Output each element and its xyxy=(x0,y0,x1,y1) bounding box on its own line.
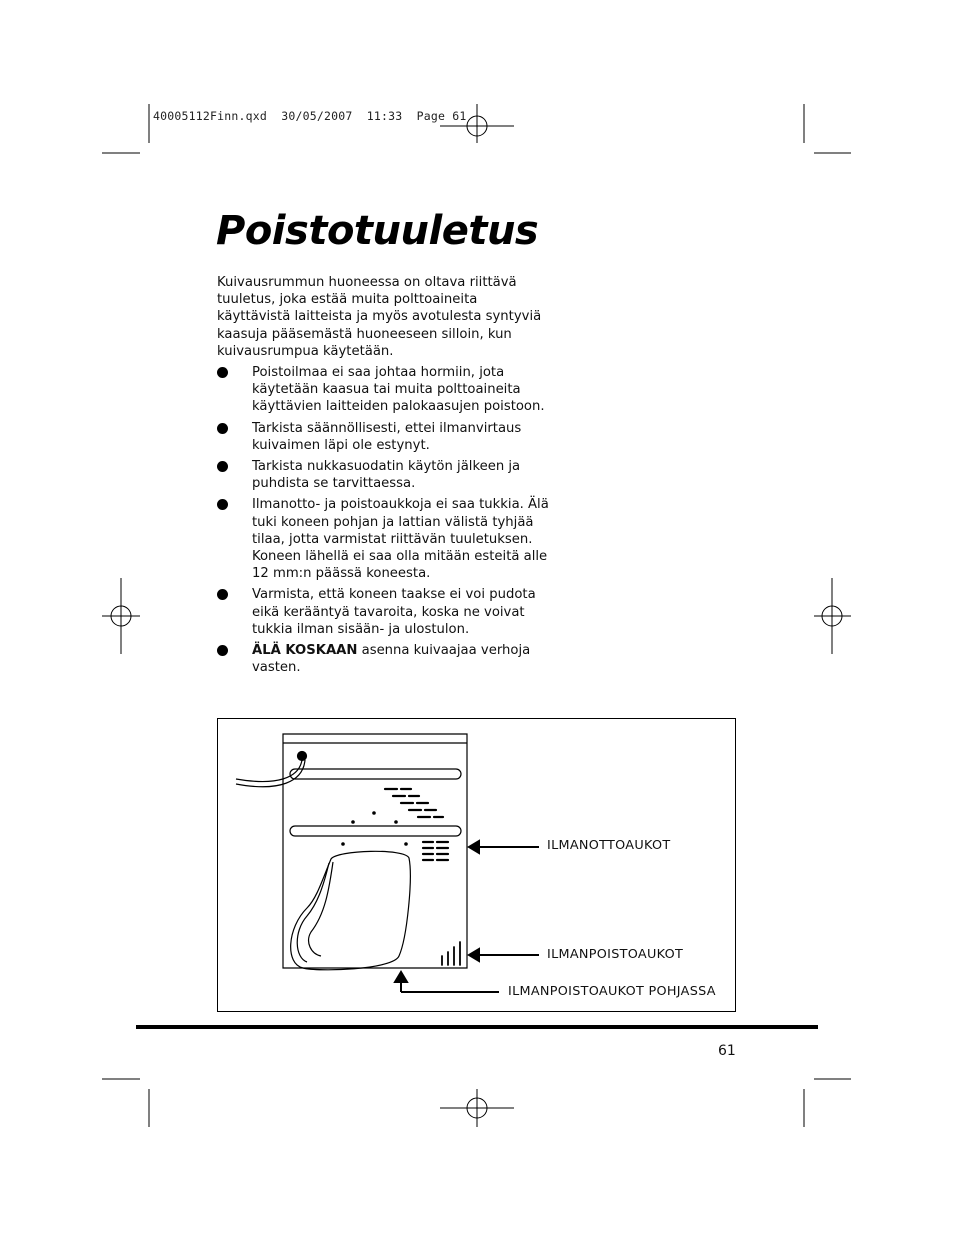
bullet-item xyxy=(217,586,562,638)
bullet-item xyxy=(217,364,562,416)
print-slug: 40005112Finn.qxd 30/05/2007 11:33 Page 61 xyxy=(153,109,467,123)
bullet-text: Ilmanotto- ja poistoaukkoja ei saa tukkia. Älä tuki koneen pohjan ja lattian välistä tyhjää tilaa, jotta varmistat riittävän tuuletuksen. Koneen lähellä ei saa olla mitään esteitä alle 12 mm:n päässä koneesta. xyxy=(252,497,549,582)
door-panel-bar xyxy=(290,826,461,836)
dryer-door xyxy=(291,851,411,969)
page-title: Poistotuuletus xyxy=(216,208,539,254)
bullet-icon xyxy=(217,367,228,378)
bullet-item xyxy=(217,642,562,676)
bottom-exhaust-label: ILMANPOISTOAUKOT POHJASSA xyxy=(508,984,716,999)
footer-rule xyxy=(136,1025,818,1029)
bullet-icon xyxy=(217,589,228,600)
bullet-icon xyxy=(217,645,228,656)
control-panel-bar xyxy=(290,769,461,779)
bullet-list xyxy=(217,364,562,680)
bullet-text: Varmista, että koneen taakse ei voi pudota eikä kerääntyä tavaroita, koska ne voivat tukkia ilman sisään- ja ulostulon. xyxy=(252,587,536,637)
intake-vents xyxy=(423,842,448,860)
intake-vents-label: ILMANOTTOAUKOT xyxy=(547,838,671,853)
dryer-illustration xyxy=(217,718,736,1012)
page-number: 61 xyxy=(718,1043,736,1059)
top-vents xyxy=(385,789,443,817)
bullet-icon xyxy=(217,461,228,472)
bullet-text: Poistoilmaa ei saa johtaa hormiin, jota käytetään kaasua tai muita polttoaineita käyttävien laitteiden palokaasujen poistoon. xyxy=(252,365,545,415)
bullet-text: asenna kuivaajaa verhoja vasten. xyxy=(252,643,531,676)
cord-plug xyxy=(298,752,307,761)
bullet-text: Tarkista nukkasuodatin käytön jälkeen ja puhdista se tarvittaessa. xyxy=(252,459,521,492)
warning-emphasis: ÄLÄ KOSKAAN xyxy=(252,643,358,659)
bullet-text: Tarkista säännöllisesti, ettei ilmanvirtaus kuivaimen läpi ole estynyt. xyxy=(252,420,522,453)
exhaust-vents-label: ILMANPOISTOAUKOT xyxy=(547,947,684,962)
exhaust-vents xyxy=(442,942,460,965)
intro-paragraph: Kuivausrummun huoneessa on oltava riittävä tuuletus, joka estää muita polttoaineita käyttävistä laitteista ja myös avotulesta syntyviä kaasuja pääsemästä huoneeseen silloin, kun kuivausrumpua käytetään. xyxy=(217,275,542,359)
bullet-icon xyxy=(217,499,228,510)
bullet-item xyxy=(217,420,562,454)
bullet-item xyxy=(217,496,562,582)
bottom-exhaust-arrow xyxy=(401,977,499,992)
bullet-item xyxy=(217,458,562,492)
bullet-icon xyxy=(217,423,228,434)
